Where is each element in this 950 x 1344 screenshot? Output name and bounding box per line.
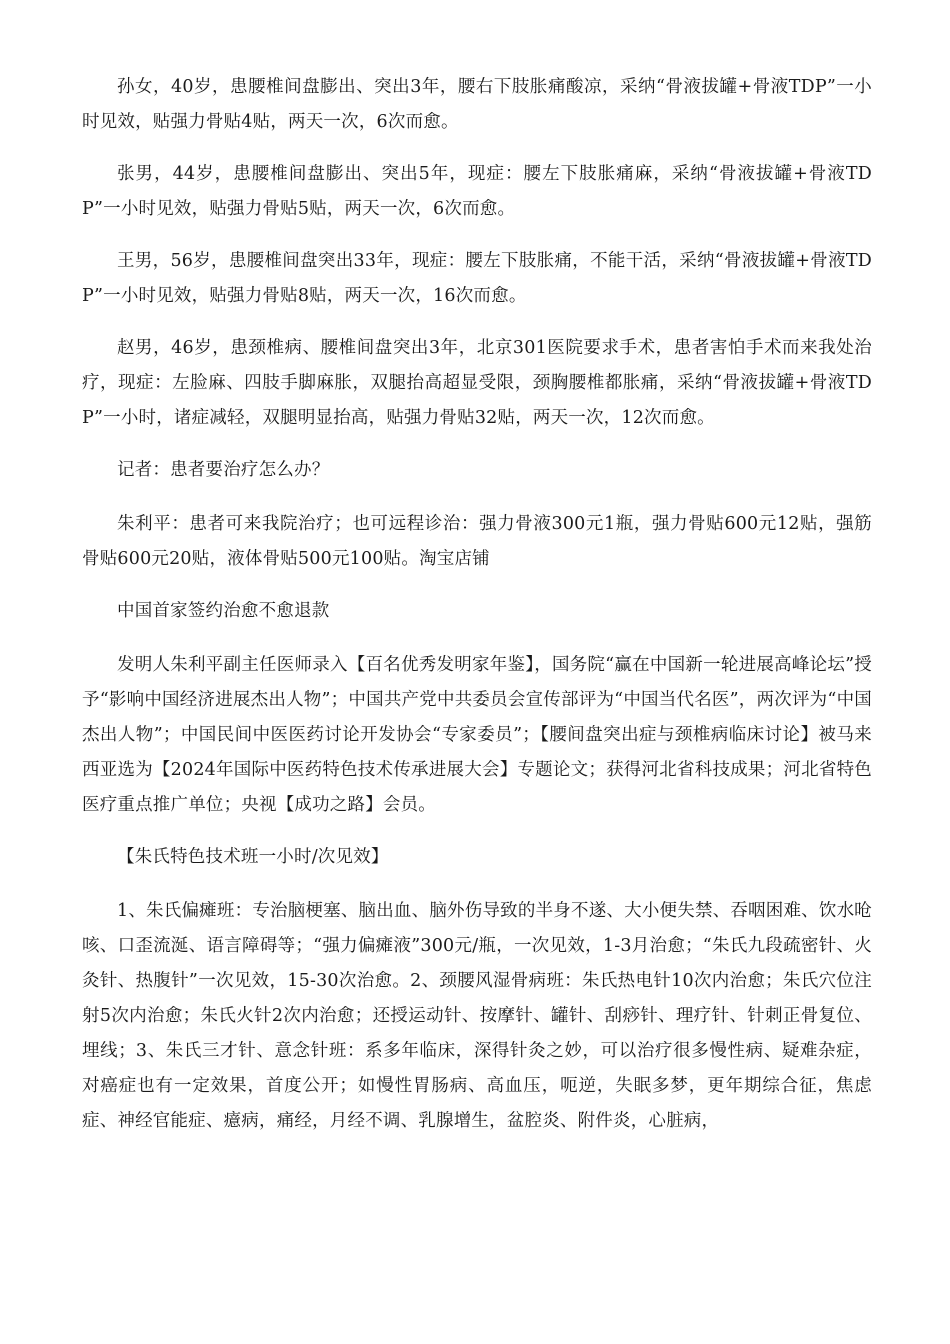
training-class-details: 1、朱氏偏瘫班：专治脑梗塞、脑出血、脑外伤导致的半身不遂、大小便失禁、吞咽困难、饮水呛咳、口歪流涎、语言障碍等；“强力偏瘫液”300元/瓶，一次见效，1-3月治愈；“朱氏九段疏密针、火灸针、热腹针”一次见效，15-30次治愈。2、颈腰风湿骨病班：朱氏热电针10次内治愈；朱氏穴位注射5次内治愈；朱氏火针2次内治愈；还授运动针、按摩针、罐针、刮痧针、理疗针、针刺正骨复位、埋线；3、朱氏三才针、意念针班：系多年临床，深得针灸之妙，可以治疗很多慢性病、疑难杂症，对癌症也有一定效果，首度公开；如慢性胃肠病、高血压，呃逆，失眠多梦，更年期综合征，焦虑症、神经官能症、癔病，痛经，月经不调、乳腺增生，盆腔炎、附件炎，心脏病， [82,901,872,1131]
case-paragraph-zhao: 赵男，46岁，患颈椎病、腰椎间盘突出3年，北京301医院要求手术，患者害怕手术而来我处治疗，现症：左脸麻、四肢手脚麻胀，双腿抬高超显受限，颈胸腰椎都胀痛，采纳“骨液拔罐+骨液TDP”一小时，诸症减轻，双腿明显抬高，贴强力骨贴32贴，两天一次，12次而愈。 [82,338,872,428]
inventor-bio: 发明人朱利平副主任医师录入【百名优秀发明家年鉴】，国务院“赢在中国新一轮进展高峰论坛”授予“影响中国经济进展杰出人物”；中国共产党中共委员会宣传部评为“中国当代名医”，两次评为“中国杰出人物”；中国民间中医医药讨论开发协会“专家委员”；【腰间盘突出症与颈椎病临床讨论】被马来西亚选为【2024年国际中医药特色技术传承进展大会】专题论文；获得河北省科技成果；河北省特色医疗重点推广单位；央视【成功之路】会员。 [82,655,872,815]
case-paragraph-wang: 王男，56岁，患腰椎间盘突出33年，现症：腰左下肢胀痛，不能干活，采纳“骨液拔罐+骨液TDP”一小时见效，贴强力骨贴8贴，两天一次，16次而愈。 [82,251,872,306]
reporter-question: 记者：患者要治疗怎么办？ [117,460,330,480]
document-body [82,70,872,1156]
training-class-heading: 【朱氏特色技术班一小时/次见效】 [117,847,389,867]
case-paragraph-sun: 孙女，40岁，患腰椎间盘膨出、突出3年，腰右下肢胀痛酸凉，采纳“骨液拔罐+骨液TDP”一小时见效，贴强力骨贴4贴，两天一次，6次而愈。 [82,77,872,132]
case-paragraph-zhang: 张男，44岁，患腰椎间盘膨出、突出5年，现症：腰左下肢胀痛麻，采纳“骨液拔罐+骨液TDP”一小时见效，贴强力骨贴5贴，两天一次，6次而愈。 [82,164,872,219]
zhu-answer: 朱利平：患者可来我院治疗；也可远程诊治：强力骨液300元1瓶，强力骨贴600元12贴，强筋骨贴600元20贴，液体骨贴500元100贴。淘宝店铺 [82,514,872,569]
refund-heading: 中国首家签约治愈不愈退款 [117,601,330,621]
